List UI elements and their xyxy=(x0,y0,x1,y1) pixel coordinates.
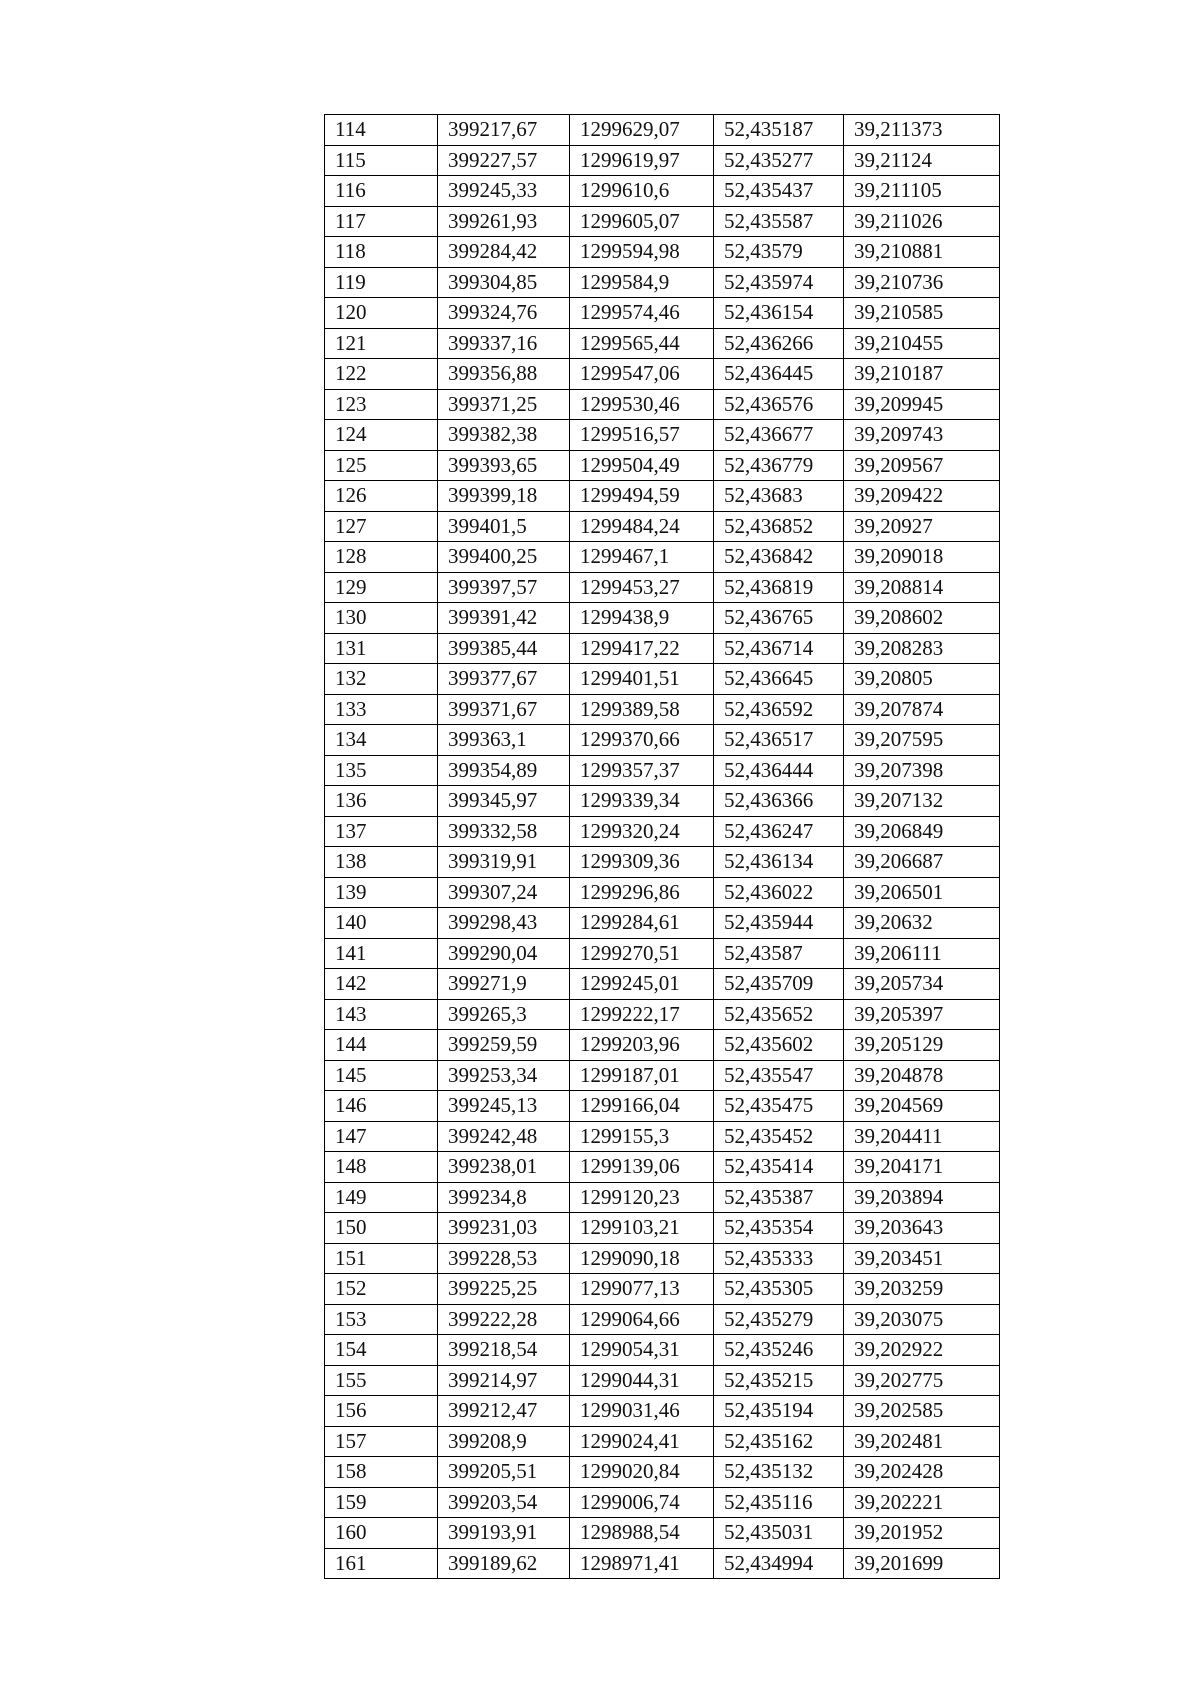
table-row xyxy=(325,633,1000,664)
latitude-cell: 52,435277 xyxy=(714,145,844,176)
y-coordinate-cell: 1299584,9 xyxy=(570,267,714,298)
longitude-cell: 39,205734 xyxy=(844,969,1000,1000)
x-coordinate-cell: 399284,42 xyxy=(438,237,570,268)
x-coordinate-cell: 399231,03 xyxy=(438,1213,570,1244)
latitude-cell: 52,435387 xyxy=(714,1182,844,1213)
x-coordinate-cell: 399228,53 xyxy=(438,1243,570,1274)
point-number-cell: 160 xyxy=(325,1518,438,1549)
x-coordinate-cell: 399332,58 xyxy=(438,816,570,847)
table-row xyxy=(325,664,1000,695)
latitude-cell: 52,43587 xyxy=(714,938,844,969)
x-coordinate-cell: 399222,28 xyxy=(438,1304,570,1335)
point-number-cell: 135 xyxy=(325,755,438,786)
x-coordinate-cell: 399234,8 xyxy=(438,1182,570,1213)
y-coordinate-cell: 1299296,86 xyxy=(570,877,714,908)
y-coordinate-cell: 1299370,66 xyxy=(570,725,714,756)
y-coordinate-cell: 1299054,31 xyxy=(570,1335,714,1366)
longitude-cell: 39,210455 xyxy=(844,328,1000,359)
point-number-cell: 140 xyxy=(325,908,438,939)
longitude-cell: 39,208602 xyxy=(844,603,1000,634)
x-coordinate-cell: 399217,67 xyxy=(438,115,570,146)
table-row xyxy=(325,877,1000,908)
table-row xyxy=(325,1487,1000,1518)
y-coordinate-cell: 1298971,41 xyxy=(570,1548,714,1579)
point-number-cell: 115 xyxy=(325,145,438,176)
x-coordinate-cell: 399382,38 xyxy=(438,420,570,451)
y-coordinate-cell: 1299629,07 xyxy=(570,115,714,146)
longitude-cell: 39,205129 xyxy=(844,1030,1000,1061)
table-row xyxy=(325,1518,1000,1549)
x-coordinate-cell: 399354,89 xyxy=(438,755,570,786)
latitude-cell: 52,435305 xyxy=(714,1274,844,1305)
latitude-cell: 52,436852 xyxy=(714,511,844,542)
point-number-cell: 159 xyxy=(325,1487,438,1518)
table-row xyxy=(325,542,1000,573)
x-coordinate-cell: 399227,57 xyxy=(438,145,570,176)
x-coordinate-cell: 399304,85 xyxy=(438,267,570,298)
latitude-cell: 52,436645 xyxy=(714,664,844,695)
x-coordinate-cell: 399397,57 xyxy=(438,572,570,603)
table-row xyxy=(325,481,1000,512)
longitude-cell: 39,210187 xyxy=(844,359,1000,390)
table-row xyxy=(325,511,1000,542)
point-number-cell: 133 xyxy=(325,694,438,725)
latitude-cell: 52,436022 xyxy=(714,877,844,908)
latitude-cell: 52,436576 xyxy=(714,389,844,420)
latitude-cell: 52,435246 xyxy=(714,1335,844,1366)
point-number-cell: 122 xyxy=(325,359,438,390)
longitude-cell: 39,206111 xyxy=(844,938,1000,969)
latitude-cell: 52,436445 xyxy=(714,359,844,390)
latitude-cell: 52,43683 xyxy=(714,481,844,512)
y-coordinate-cell: 1299166,04 xyxy=(570,1091,714,1122)
x-coordinate-cell: 399401,5 xyxy=(438,511,570,542)
table-row xyxy=(325,420,1000,451)
point-number-cell: 117 xyxy=(325,206,438,237)
latitude-cell: 52,434994 xyxy=(714,1548,844,1579)
table-row xyxy=(325,847,1000,878)
longitude-cell: 39,20805 xyxy=(844,664,1000,695)
point-number-cell: 129 xyxy=(325,572,438,603)
x-coordinate-cell: 399356,88 xyxy=(438,359,570,390)
x-coordinate-cell: 399307,24 xyxy=(438,877,570,908)
point-number-cell: 152 xyxy=(325,1274,438,1305)
latitude-cell: 52,435414 xyxy=(714,1152,844,1183)
y-coordinate-cell: 1299284,61 xyxy=(570,908,714,939)
point-number-cell: 125 xyxy=(325,450,438,481)
x-coordinate-cell: 399208,9 xyxy=(438,1426,570,1457)
longitude-cell: 39,210585 xyxy=(844,298,1000,329)
y-coordinate-cell: 1299139,06 xyxy=(570,1152,714,1183)
x-coordinate-cell: 399391,42 xyxy=(438,603,570,634)
latitude-cell: 52,435547 xyxy=(714,1060,844,1091)
latitude-cell: 52,436366 xyxy=(714,786,844,817)
y-coordinate-cell: 1299024,41 xyxy=(570,1426,714,1457)
table-row xyxy=(325,1243,1000,1274)
table-row xyxy=(325,816,1000,847)
point-number-cell: 147 xyxy=(325,1121,438,1152)
longitude-cell: 39,204569 xyxy=(844,1091,1000,1122)
longitude-cell: 39,204171 xyxy=(844,1152,1000,1183)
y-coordinate-cell: 1299309,36 xyxy=(570,847,714,878)
point-number-cell: 120 xyxy=(325,298,438,329)
y-coordinate-cell: 1299610,6 xyxy=(570,176,714,207)
point-number-cell: 114 xyxy=(325,115,438,146)
x-coordinate-cell: 399298,43 xyxy=(438,908,570,939)
y-coordinate-cell: 1299516,57 xyxy=(570,420,714,451)
table-row xyxy=(325,1152,1000,1183)
longitude-cell: 39,211026 xyxy=(844,206,1000,237)
x-coordinate-cell: 399345,97 xyxy=(438,786,570,817)
latitude-cell: 52,43579 xyxy=(714,237,844,268)
table-row xyxy=(325,1548,1000,1579)
point-number-cell: 116 xyxy=(325,176,438,207)
y-coordinate-cell: 1299320,24 xyxy=(570,816,714,847)
table-row xyxy=(325,298,1000,329)
longitude-cell: 39,205397 xyxy=(844,999,1000,1030)
point-number-cell: 141 xyxy=(325,938,438,969)
table-row xyxy=(325,1274,1000,1305)
x-coordinate-cell: 399363,1 xyxy=(438,725,570,756)
latitude-cell: 52,435132 xyxy=(714,1457,844,1488)
table-row xyxy=(325,1335,1000,1366)
table-row xyxy=(325,389,1000,420)
latitude-cell: 52,435354 xyxy=(714,1213,844,1244)
y-coordinate-cell: 1299504,49 xyxy=(570,450,714,481)
y-coordinate-cell: 1299245,01 xyxy=(570,969,714,1000)
point-number-cell: 149 xyxy=(325,1182,438,1213)
x-coordinate-cell: 399193,91 xyxy=(438,1518,570,1549)
latitude-cell: 52,435279 xyxy=(714,1304,844,1335)
x-coordinate-cell: 399371,67 xyxy=(438,694,570,725)
latitude-cell: 52,436592 xyxy=(714,694,844,725)
longitude-cell: 39,208814 xyxy=(844,572,1000,603)
longitude-cell: 39,206501 xyxy=(844,877,1000,908)
longitude-cell: 39,202428 xyxy=(844,1457,1000,1488)
latitude-cell: 52,435944 xyxy=(714,908,844,939)
longitude-cell: 39,209567 xyxy=(844,450,1000,481)
point-number-cell: 143 xyxy=(325,999,438,1030)
longitude-cell: 39,207398 xyxy=(844,755,1000,786)
longitude-cell: 39,206849 xyxy=(844,816,1000,847)
x-coordinate-cell: 399212,47 xyxy=(438,1396,570,1427)
point-number-cell: 144 xyxy=(325,1030,438,1061)
y-coordinate-cell: 1299494,59 xyxy=(570,481,714,512)
x-coordinate-cell: 399385,44 xyxy=(438,633,570,664)
latitude-cell: 52,436677 xyxy=(714,420,844,451)
table-row xyxy=(325,1426,1000,1457)
longitude-cell: 39,209018 xyxy=(844,542,1000,573)
latitude-cell: 52,435602 xyxy=(714,1030,844,1061)
longitude-cell: 39,207595 xyxy=(844,725,1000,756)
table-row xyxy=(325,267,1000,298)
longitude-cell: 39,202922 xyxy=(844,1335,1000,1366)
y-coordinate-cell: 1299530,46 xyxy=(570,389,714,420)
longitude-cell: 39,202775 xyxy=(844,1365,1000,1396)
y-coordinate-cell: 1299417,22 xyxy=(570,633,714,664)
table-row xyxy=(325,694,1000,725)
longitude-cell: 39,202481 xyxy=(844,1426,1000,1457)
point-number-cell: 138 xyxy=(325,847,438,878)
table-row xyxy=(325,1030,1000,1061)
latitude-cell: 52,435709 xyxy=(714,969,844,1000)
y-coordinate-cell: 1299565,44 xyxy=(570,328,714,359)
latitude-cell: 52,435215 xyxy=(714,1365,844,1396)
longitude-cell: 39,203894 xyxy=(844,1182,1000,1213)
point-number-cell: 155 xyxy=(325,1365,438,1396)
table-row xyxy=(325,1365,1000,1396)
longitude-cell: 39,203075 xyxy=(844,1304,1000,1335)
y-coordinate-cell: 1298988,54 xyxy=(570,1518,714,1549)
table-row xyxy=(325,786,1000,817)
y-coordinate-cell: 1299222,17 xyxy=(570,999,714,1030)
point-number-cell: 136 xyxy=(325,786,438,817)
point-number-cell: 127 xyxy=(325,511,438,542)
point-number-cell: 151 xyxy=(325,1243,438,1274)
longitude-cell: 39,203643 xyxy=(844,1213,1000,1244)
table-row xyxy=(325,938,1000,969)
x-coordinate-cell: 399337,16 xyxy=(438,328,570,359)
latitude-cell: 52,435475 xyxy=(714,1091,844,1122)
latitude-cell: 52,435974 xyxy=(714,267,844,298)
longitude-cell: 39,210881 xyxy=(844,237,1000,268)
table-row xyxy=(325,1121,1000,1152)
table-row xyxy=(325,603,1000,634)
y-coordinate-cell: 1299044,31 xyxy=(570,1365,714,1396)
x-coordinate-cell: 399245,33 xyxy=(438,176,570,207)
table-row xyxy=(325,176,1000,207)
table-row xyxy=(325,115,1000,146)
longitude-cell: 39,209743 xyxy=(844,420,1000,451)
point-number-cell: 130 xyxy=(325,603,438,634)
latitude-cell: 52,435652 xyxy=(714,999,844,1030)
y-coordinate-cell: 1299594,98 xyxy=(570,237,714,268)
table-row xyxy=(325,328,1000,359)
longitude-cell: 39,20632 xyxy=(844,908,1000,939)
longitude-cell: 39,207874 xyxy=(844,694,1000,725)
point-number-cell: 156 xyxy=(325,1396,438,1427)
point-number-cell: 161 xyxy=(325,1548,438,1579)
x-coordinate-cell: 399225,25 xyxy=(438,1274,570,1305)
y-coordinate-cell: 1299020,84 xyxy=(570,1457,714,1488)
longitude-cell: 39,210736 xyxy=(844,267,1000,298)
latitude-cell: 52,435452 xyxy=(714,1121,844,1152)
point-number-cell: 134 xyxy=(325,725,438,756)
x-coordinate-cell: 399377,67 xyxy=(438,664,570,695)
latitude-cell: 52,435333 xyxy=(714,1243,844,1274)
y-coordinate-cell: 1299031,46 xyxy=(570,1396,714,1427)
point-number-cell: 124 xyxy=(325,420,438,451)
y-coordinate-cell: 1299155,3 xyxy=(570,1121,714,1152)
point-number-cell: 139 xyxy=(325,877,438,908)
y-coordinate-cell: 1299090,18 xyxy=(570,1243,714,1274)
y-coordinate-cell: 1299484,24 xyxy=(570,511,714,542)
table-row xyxy=(325,359,1000,390)
coordinates-table xyxy=(324,114,1000,1579)
y-coordinate-cell: 1299006,74 xyxy=(570,1487,714,1518)
table-row xyxy=(325,145,1000,176)
point-number-cell: 142 xyxy=(325,969,438,1000)
longitude-cell: 39,207132 xyxy=(844,786,1000,817)
table-row xyxy=(325,969,1000,1000)
y-coordinate-cell: 1299605,07 xyxy=(570,206,714,237)
table-row xyxy=(325,1091,1000,1122)
x-coordinate-cell: 399271,9 xyxy=(438,969,570,1000)
x-coordinate-cell: 399253,34 xyxy=(438,1060,570,1091)
x-coordinate-cell: 399290,04 xyxy=(438,938,570,969)
y-coordinate-cell: 1299187,01 xyxy=(570,1060,714,1091)
longitude-cell: 39,208283 xyxy=(844,633,1000,664)
x-coordinate-cell: 399399,18 xyxy=(438,481,570,512)
latitude-cell: 52,436154 xyxy=(714,298,844,329)
longitude-cell: 39,209422 xyxy=(844,481,1000,512)
longitude-cell: 39,206687 xyxy=(844,847,1000,878)
table-row xyxy=(325,237,1000,268)
y-coordinate-cell: 1299438,9 xyxy=(570,603,714,634)
point-number-cell: 150 xyxy=(325,1213,438,1244)
latitude-cell: 52,435437 xyxy=(714,176,844,207)
y-coordinate-cell: 1299064,66 xyxy=(570,1304,714,1335)
y-coordinate-cell: 1299077,13 xyxy=(570,1274,714,1305)
table-row xyxy=(325,1060,1000,1091)
longitude-cell: 39,21124 xyxy=(844,145,1000,176)
latitude-cell: 52,435031 xyxy=(714,1518,844,1549)
longitude-cell: 39,211105 xyxy=(844,176,1000,207)
y-coordinate-cell: 1299574,46 xyxy=(570,298,714,329)
point-number-cell: 126 xyxy=(325,481,438,512)
y-coordinate-cell: 1299120,23 xyxy=(570,1182,714,1213)
table-row xyxy=(325,1457,1000,1488)
longitude-cell: 39,20927 xyxy=(844,511,1000,542)
point-number-cell: 153 xyxy=(325,1304,438,1335)
latitude-cell: 52,436842 xyxy=(714,542,844,573)
point-number-cell: 123 xyxy=(325,389,438,420)
latitude-cell: 52,436444 xyxy=(714,755,844,786)
y-coordinate-cell: 1299547,06 xyxy=(570,359,714,390)
latitude-cell: 52,435116 xyxy=(714,1487,844,1518)
point-number-cell: 158 xyxy=(325,1457,438,1488)
table-row xyxy=(325,725,1000,756)
longitude-cell: 39,202221 xyxy=(844,1487,1000,1518)
table-row xyxy=(325,1182,1000,1213)
y-coordinate-cell: 1299357,37 xyxy=(570,755,714,786)
table-row xyxy=(325,755,1000,786)
table-row xyxy=(325,206,1000,237)
x-coordinate-cell: 399245,13 xyxy=(438,1091,570,1122)
latitude-cell: 52,436765 xyxy=(714,603,844,634)
latitude-cell: 52,436134 xyxy=(714,847,844,878)
longitude-cell: 39,209945 xyxy=(844,389,1000,420)
longitude-cell: 39,201952 xyxy=(844,1518,1000,1549)
x-coordinate-cell: 399261,93 xyxy=(438,206,570,237)
point-number-cell: 145 xyxy=(325,1060,438,1091)
x-coordinate-cell: 399400,25 xyxy=(438,542,570,573)
latitude-cell: 52,436819 xyxy=(714,572,844,603)
x-coordinate-cell: 399371,25 xyxy=(438,389,570,420)
longitude-cell: 39,202585 xyxy=(844,1396,1000,1427)
x-coordinate-cell: 399319,91 xyxy=(438,847,570,878)
longitude-cell: 39,204411 xyxy=(844,1121,1000,1152)
point-number-cell: 132 xyxy=(325,664,438,695)
x-coordinate-cell: 399205,51 xyxy=(438,1457,570,1488)
point-number-cell: 119 xyxy=(325,267,438,298)
longitude-cell: 39,211373 xyxy=(844,115,1000,146)
point-number-cell: 118 xyxy=(325,237,438,268)
latitude-cell: 52,436517 xyxy=(714,725,844,756)
latitude-cell: 52,436779 xyxy=(714,450,844,481)
x-coordinate-cell: 399242,48 xyxy=(438,1121,570,1152)
longitude-cell: 39,203259 xyxy=(844,1274,1000,1305)
x-coordinate-cell: 399324,76 xyxy=(438,298,570,329)
table-row xyxy=(325,1396,1000,1427)
table-row xyxy=(325,450,1000,481)
y-coordinate-cell: 1299103,21 xyxy=(570,1213,714,1244)
table-row xyxy=(325,1304,1000,1335)
y-coordinate-cell: 1299339,34 xyxy=(570,786,714,817)
x-coordinate-cell: 399189,62 xyxy=(438,1548,570,1579)
y-coordinate-cell: 1299401,51 xyxy=(570,664,714,695)
x-coordinate-cell: 399265,3 xyxy=(438,999,570,1030)
table-row xyxy=(325,1213,1000,1244)
point-number-cell: 154 xyxy=(325,1335,438,1366)
point-number-cell: 157 xyxy=(325,1426,438,1457)
longitude-cell: 39,204878 xyxy=(844,1060,1000,1091)
latitude-cell: 52,436247 xyxy=(714,816,844,847)
point-number-cell: 121 xyxy=(325,328,438,359)
point-number-cell: 128 xyxy=(325,542,438,573)
x-coordinate-cell: 399203,54 xyxy=(438,1487,570,1518)
y-coordinate-cell: 1299619,97 xyxy=(570,145,714,176)
x-coordinate-cell: 399238,01 xyxy=(438,1152,570,1183)
x-coordinate-cell: 399393,65 xyxy=(438,450,570,481)
coordinates-table-body xyxy=(325,115,1000,1579)
point-number-cell: 137 xyxy=(325,816,438,847)
latitude-cell: 52,436714 xyxy=(714,633,844,664)
table-row xyxy=(325,572,1000,603)
x-coordinate-cell: 399214,97 xyxy=(438,1365,570,1396)
latitude-cell: 52,435587 xyxy=(714,206,844,237)
x-coordinate-cell: 399259,59 xyxy=(438,1030,570,1061)
table-row xyxy=(325,999,1000,1030)
point-number-cell: 148 xyxy=(325,1152,438,1183)
y-coordinate-cell: 1299467,1 xyxy=(570,542,714,573)
latitude-cell: 52,435187 xyxy=(714,115,844,146)
y-coordinate-cell: 1299389,58 xyxy=(570,694,714,725)
longitude-cell: 39,203451 xyxy=(844,1243,1000,1274)
table-row xyxy=(325,908,1000,939)
point-number-cell: 146 xyxy=(325,1091,438,1122)
y-coordinate-cell: 1299453,27 xyxy=(570,572,714,603)
latitude-cell: 52,435194 xyxy=(714,1396,844,1427)
y-coordinate-cell: 1299203,96 xyxy=(570,1030,714,1061)
y-coordinate-cell: 1299270,51 xyxy=(570,938,714,969)
longitude-cell: 39,201699 xyxy=(844,1548,1000,1579)
x-coordinate-cell: 399218,54 xyxy=(438,1335,570,1366)
latitude-cell: 52,436266 xyxy=(714,328,844,359)
latitude-cell: 52,435162 xyxy=(714,1426,844,1457)
point-number-cell: 131 xyxy=(325,633,438,664)
